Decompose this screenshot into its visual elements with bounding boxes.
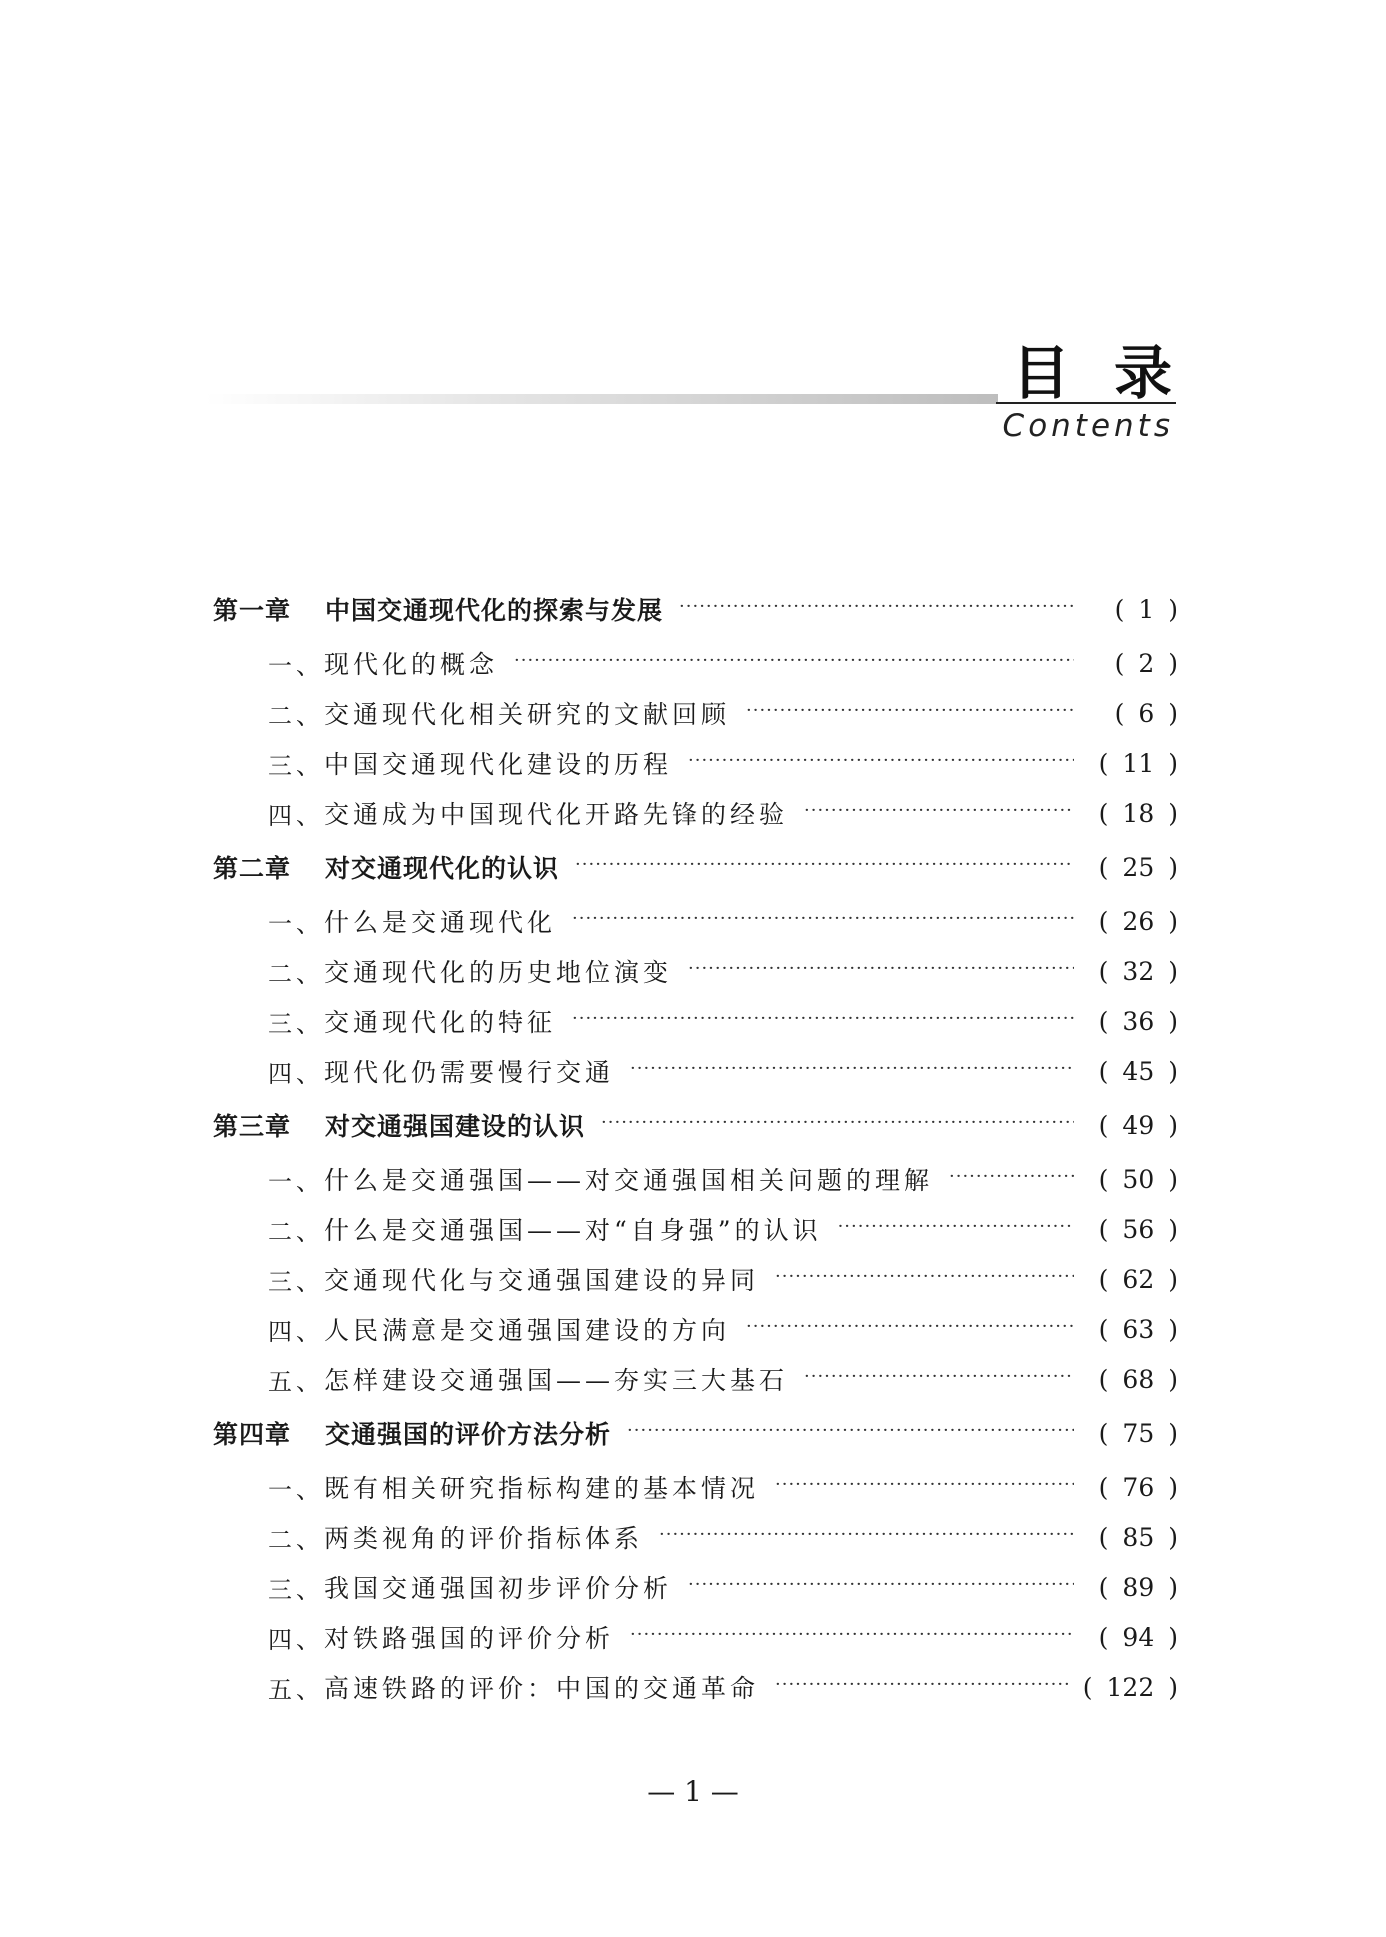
close-paren: ) — [1168, 1522, 1178, 1552]
dot-leader — [804, 1367, 1074, 1391]
page-value: 25 — [1122, 852, 1155, 882]
close-paren: ) — [1168, 1214, 1178, 1244]
page-value: 45 — [1122, 1056, 1155, 1086]
page-value: 85 — [1122, 1522, 1155, 1552]
page-value: 26 — [1122, 906, 1155, 936]
entry-title: 什么是交通强国——对交通强国相关问题的理解 — [324, 1166, 934, 1195]
entry-page-number — [1088, 1523, 1178, 1552]
entry-title: 交通现代化的历史地位演变 — [324, 958, 673, 987]
entry-title: 两类视角的评价指标体系 — [324, 1524, 644, 1553]
entry-title: 人民满意是交通强国建设的方向 — [324, 1316, 731, 1345]
entry-page-number — [1088, 1315, 1178, 1344]
close-paren: ) — [1168, 1006, 1178, 1036]
entry-page-number — [1088, 1165, 1178, 1194]
open-paren: ( — [1098, 1006, 1109, 1036]
open-paren: ( — [1098, 1364, 1109, 1394]
header-gradient-bar — [205, 394, 998, 404]
entry-page-number — [1088, 1057, 1178, 1086]
toc-section-entry[interactable] — [213, 1462, 1178, 1512]
open-paren: ( — [1098, 1314, 1109, 1344]
entry-number: 一、 — [268, 909, 324, 938]
entry-page-number — [1088, 699, 1178, 728]
entry-number: 四、 — [268, 801, 324, 830]
entry-number: 一、 — [268, 1475, 324, 1504]
entry-title: 现代化仍需要慢行交通 — [324, 1058, 615, 1087]
page-value: 36 — [1122, 1006, 1155, 1036]
dot-leader — [746, 701, 1074, 725]
close-paren: ) — [1168, 906, 1178, 936]
dot-leader — [630, 1059, 1074, 1083]
dot-leader — [572, 909, 1074, 933]
entry-page-number — [1088, 1111, 1178, 1140]
open-paren: ( — [1098, 1110, 1109, 1140]
page-value: 6 — [1138, 698, 1155, 728]
toc-header — [0, 0, 1386, 460]
entry-title: 交通现代化与交通强国建设的异同 — [324, 1266, 760, 1295]
entry-title: 中国交通现代化建设的历程 — [324, 750, 673, 779]
entry-title: 中国交通现代化的探索与发展 — [325, 596, 664, 625]
entry-title: 对交通现代化的认识 — [325, 854, 560, 883]
dot-leader — [838, 1217, 1074, 1241]
dot-leader — [775, 1267, 1074, 1291]
entry-number: 四、 — [268, 1625, 324, 1654]
open-paren: ( — [1098, 1214, 1109, 1244]
close-paren: ) — [1168, 1314, 1178, 1344]
open-paren: ( — [1114, 594, 1125, 624]
entry-number: 三、 — [268, 1575, 324, 1604]
open-paren: ( — [1114, 698, 1125, 728]
entry-number: 第二章 — [213, 854, 292, 883]
entry-number: 第三章 — [213, 1112, 292, 1141]
close-paren: ) — [1168, 1418, 1178, 1448]
close-paren: ) — [1168, 1110, 1178, 1140]
entry-title: 交通现代化的特征 — [324, 1008, 557, 1037]
close-paren: ) — [1168, 1364, 1178, 1394]
entry-title: 我国交通强国初步评价分析 — [324, 1574, 673, 1603]
close-paren: ) — [1168, 798, 1178, 828]
close-paren: ) — [1168, 1056, 1178, 1086]
dot-leader — [688, 959, 1074, 983]
entry-page-number — [1088, 799, 1178, 828]
toc-chapter-entry[interactable] — [213, 580, 1178, 638]
entry-number: 四、 — [268, 1059, 324, 1088]
toc-section-entry[interactable] — [213, 738, 1178, 788]
dot-leader — [575, 855, 1074, 879]
open-paren: ( — [1098, 1522, 1109, 1552]
page-value: 18 — [1122, 798, 1155, 828]
dot-leader — [627, 1421, 1074, 1445]
close-paren: ) — [1168, 594, 1178, 624]
entry-number: 一、 — [268, 1167, 324, 1196]
close-paren: ) — [1168, 648, 1178, 678]
dot-leader — [949, 1167, 1074, 1191]
open-paren: ( — [1098, 956, 1109, 986]
open-paren: ( — [1098, 798, 1109, 828]
toc-chapter-entry[interactable] — [213, 1404, 1178, 1462]
entry-title: 交通现代化相关研究的文献回顾 — [324, 700, 731, 729]
entry-number: 三、 — [268, 1267, 324, 1296]
page-value: 11 — [1122, 748, 1155, 778]
close-paren: ) — [1168, 748, 1178, 778]
open-paren: ( — [1082, 1672, 1093, 1702]
entry-page-number — [1088, 1365, 1178, 1394]
entry-page-number — [1088, 853, 1178, 882]
close-paren: ) — [1168, 1622, 1178, 1652]
entry-page-number — [1088, 907, 1178, 936]
open-paren: ( — [1114, 648, 1125, 678]
page-title: 目录 — [1011, 339, 1216, 407]
entry-number: 五、 — [268, 1367, 324, 1396]
page-subtitle: Contents — [1002, 408, 1174, 444]
dot-leader — [688, 751, 1074, 775]
entry-page-number — [1088, 1473, 1178, 1502]
page-value: 32 — [1122, 956, 1155, 986]
close-paren: ) — [1168, 1264, 1178, 1294]
toc-section-entry[interactable] — [213, 688, 1178, 738]
open-paren: ( — [1098, 1572, 1109, 1602]
open-paren: ( — [1098, 852, 1109, 882]
entry-number: 第四章 — [213, 1420, 292, 1449]
entry-page-number — [1088, 1007, 1178, 1036]
toc-chapter-entry[interactable] — [213, 1096, 1178, 1154]
entry-title: 交通成为中国现代化开路先锋的经验 — [324, 800, 789, 829]
open-paren: ( — [1098, 1264, 1109, 1294]
page-value: 75 — [1122, 1418, 1155, 1448]
toc-section-entry[interactable] — [213, 1354, 1178, 1404]
toc-section-entry[interactable] — [213, 1254, 1178, 1304]
entry-page-number — [1088, 1215, 1178, 1244]
dot-leader — [679, 597, 1074, 621]
entry-number: 二、 — [268, 1217, 324, 1246]
toc-section-entry[interactable] — [213, 946, 1178, 996]
dot-leader — [688, 1575, 1074, 1599]
close-paren: ) — [1168, 956, 1178, 986]
toc-section-entry[interactable] — [213, 1612, 1178, 1662]
close-paren: ) — [1168, 1164, 1178, 1194]
page-number: — 1 — — [647, 1775, 739, 1808]
page-value: 63 — [1122, 1314, 1155, 1344]
dot-leader — [746, 1317, 1074, 1341]
open-paren: ( — [1098, 748, 1109, 778]
toc-chapter-entry[interactable] — [213, 838, 1178, 896]
entry-number: 三、 — [268, 1009, 324, 1038]
toc-section-entry[interactable] — [213, 896, 1178, 946]
entry-number: 二、 — [268, 701, 324, 730]
toc-section-entry[interactable] — [213, 1046, 1178, 1096]
close-paren: ) — [1168, 698, 1178, 728]
entry-page-number — [1088, 1623, 1178, 1652]
page-value: 89 — [1122, 1572, 1155, 1602]
open-paren: ( — [1098, 1418, 1109, 1448]
open-paren: ( — [1098, 1472, 1109, 1502]
entry-title: 高速铁路的评价：中国的交通革命 — [324, 1674, 760, 1703]
toc-section-entry[interactable] — [213, 1154, 1178, 1204]
close-paren: ) — [1168, 1672, 1178, 1702]
entry-title: 对交通强国建设的认识 — [325, 1112, 586, 1141]
page-value: 62 — [1122, 1264, 1155, 1294]
page-value: 2 — [1138, 648, 1155, 678]
toc-section-entry[interactable] — [213, 1562, 1178, 1612]
entry-page-number — [1088, 649, 1178, 678]
page-value: 94 — [1122, 1622, 1155, 1652]
entry-title: 什么是交通现代化 — [324, 908, 557, 937]
toc-section-entry[interactable] — [213, 1512, 1178, 1562]
open-paren: ( — [1098, 1056, 1109, 1086]
open-paren: ( — [1098, 1164, 1109, 1194]
toc-section-entry[interactable] — [213, 1304, 1178, 1354]
page-value: 76 — [1122, 1472, 1155, 1502]
page-value: 122 — [1106, 1672, 1155, 1702]
close-paren: ) — [1168, 1472, 1178, 1502]
close-paren: ) — [1168, 1572, 1178, 1602]
entry-title: 既有相关研究指标构建的基本情况 — [324, 1474, 760, 1503]
entry-number: 一、 — [268, 651, 324, 680]
entry-page-number — [1088, 749, 1178, 778]
entry-page-number — [1088, 595, 1178, 624]
dot-leader — [514, 651, 1074, 675]
entry-title: 对铁路强国的评价分析 — [324, 1624, 615, 1653]
entry-number: 三、 — [268, 751, 324, 780]
entry-number: 第一章 — [213, 596, 292, 625]
toc-section-entry[interactable] — [213, 996, 1178, 1046]
page-value: 56 — [1122, 1214, 1155, 1244]
toc-section-entry[interactable] — [213, 1204, 1178, 1254]
open-paren: ( — [1098, 1622, 1109, 1652]
dot-leader — [659, 1525, 1074, 1549]
page-value: 68 — [1122, 1364, 1155, 1394]
toc-section-entry[interactable] — [213, 788, 1178, 838]
open-paren: ( — [1098, 906, 1109, 936]
entry-page-number — [1083, 1673, 1178, 1702]
entry-page-number — [1088, 957, 1178, 986]
entry-number: 二、 — [268, 959, 324, 988]
entry-number: 四、 — [268, 1317, 324, 1346]
dot-leader — [601, 1113, 1074, 1137]
dot-leader — [775, 1475, 1074, 1499]
page-value: 50 — [1122, 1164, 1155, 1194]
dot-leader — [572, 1009, 1074, 1033]
entry-title: 现代化的概念 — [324, 650, 499, 679]
page-value: 49 — [1122, 1110, 1155, 1140]
entry-page-number — [1088, 1265, 1178, 1294]
entry-number: 二、 — [268, 1525, 324, 1554]
dot-leader — [630, 1625, 1074, 1649]
dot-leader — [775, 1675, 1069, 1699]
toc-section-entry[interactable] — [213, 638, 1178, 688]
entry-title: 什么是交通强国——对“自身强”的认识 — [324, 1216, 822, 1245]
entry-title: 交通强国的评价方法分析 — [325, 1420, 612, 1449]
close-paren: ) — [1168, 852, 1178, 882]
table-of-contents — [213, 580, 1178, 1712]
entry-number: 五、 — [268, 1675, 324, 1704]
toc-section-entry[interactable] — [213, 1662, 1178, 1712]
dot-leader — [804, 801, 1074, 825]
page-value: 1 — [1138, 594, 1155, 624]
entry-page-number — [1088, 1573, 1178, 1602]
entry-title: 怎样建设交通强国——夯实三大基石 — [324, 1366, 789, 1395]
entry-page-number — [1088, 1419, 1178, 1448]
